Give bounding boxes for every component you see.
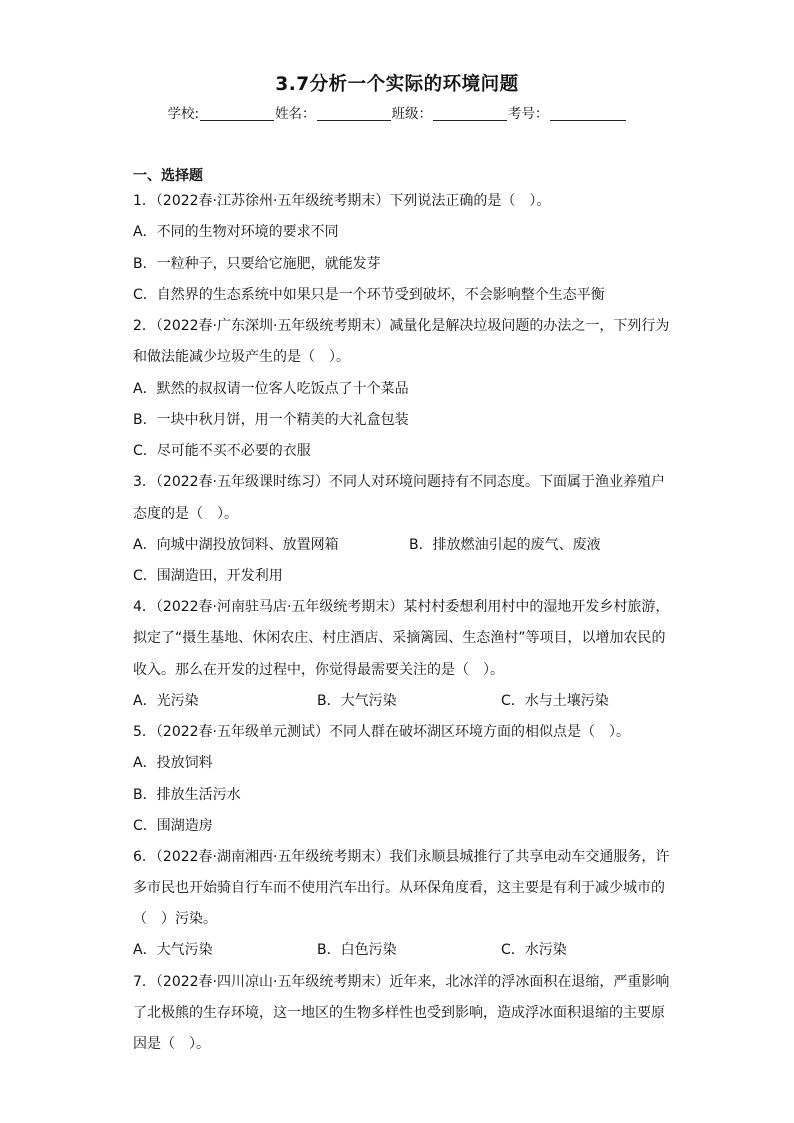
question-3-option-c[interactable]: C．围湖造田，开发利用: [133, 568, 283, 584]
name-blank[interactable]: [317, 106, 391, 121]
question-6-option-a[interactable]: A．大气污染: [133, 942, 213, 958]
class-label: 班级：: [391, 106, 433, 122]
question-5-line-1: 5．（2022春·五年级单元测试）不同人群在破坏湖区环境方面的相似点是（ ）。: [133, 724, 630, 740]
question-3-line-2: 态度的是（ ）。: [133, 506, 238, 522]
question-6-line-2: 多市民也开始骑自行车而不使用汽车出行。从环保角度看，这主要是有利于减少城市的: [133, 880, 665, 896]
question-2-line-2: 和做法能减少垃圾产生的是（ ）。: [133, 349, 350, 365]
question-5-option-c[interactable]: C．围湖造房: [133, 818, 213, 834]
exam-number-blank[interactable]: [550, 106, 626, 121]
question-3-option-b[interactable]: B．排放燃油引起的废气、废液: [409, 537, 601, 553]
question-2-option-b[interactable]: B．一块中秋月饼，用一个精美的大礼盒包装: [133, 412, 409, 428]
question-5-option-b[interactable]: B．排放生活污水: [133, 787, 241, 803]
question-4-line-3: 收入。那么在开发的过程中，你觉得最需要关注的是（ ）。: [133, 662, 504, 678]
page-title: 3.7分析一个实际的环境问题: [275, 74, 519, 95]
name-label: 姓名：: [275, 106, 316, 122]
question-6-option-c[interactable]: C．水污染: [501, 942, 567, 958]
school-label: 学校:: [167, 106, 200, 122]
section-heading: 一、选择题: [133, 168, 203, 184]
question-6-line-1: 6．（2022春·湖南湘西·五年级统考期末）我们永顺县城推行了共享电动车交通服务，许: [133, 849, 670, 865]
question-2-option-c[interactable]: C．尽可能不买不必要的衣服: [133, 443, 311, 459]
question-7-line-2: 了北极熊的生存环境，这一地区的生物多样性也受到影响，造成浮冰面积退缩的主要原: [133, 1005, 665, 1021]
exam-number-label: 考号：: [508, 106, 549, 122]
question-1-line-1: 1．（2022春·江苏徐州·五年级统考期末）下列说法正确的是（ ）。: [133, 193, 551, 209]
question-4-option-b[interactable]: B．大气污染: [317, 693, 397, 709]
question-2-line-1: 2．（2022春·广东深圳·五年级统考期末）减量化是解决垃圾问题的办法之一，下列行为: [133, 318, 670, 334]
question-1-option-a[interactable]: A．不同的生物对环境的要求不同: [133, 224, 339, 240]
question-4-line-2: 拟定了“摄生基地、休闲农庄、村庄酒店、采摘篱园、生态渔村”等项目，以增加农民的: [133, 630, 666, 646]
question-3-option-a[interactable]: A．向城中湖投放饲料、放置网箱: [133, 537, 339, 553]
question-7-line-3: 因是（ ）。: [133, 1036, 210, 1052]
class-blank[interactable]: [433, 106, 507, 121]
question-4-option-c[interactable]: C．水与土壤污染: [501, 693, 609, 709]
question-3-line-1: 3．（2022春·五年级课时练习）不同人对环境问题持有不同态度。下面属于渔业养殖户: [133, 474, 665, 490]
question-6-line-3: （ ）污染。: [133, 911, 217, 927]
question-7-line-1: 7．（2022春·四川凉山·五年级统考期末）近年来，北冰洋的浮冰面积在退缩，严重影响: [133, 974, 670, 990]
school-blank[interactable]: [200, 106, 274, 121]
student-info-line: [0, 102, 794, 122]
question-4-line-1: 4．（2022春·河南驻马店·五年级统考期末）某村村委想利用村中的湿地开发乡村旅游，: [133, 599, 670, 615]
question-4-option-a[interactable]: A．光污染: [133, 693, 199, 709]
question-2-option-a[interactable]: A．默然的叔叔请一位客人吃饭点了十个菜品: [133, 381, 409, 397]
question-6-option-b[interactable]: B．白色污染: [317, 942, 397, 958]
question-1-option-b[interactable]: B．一粒种子，只要给它施肥，就能发芽: [133, 256, 381, 272]
question-5-option-a[interactable]: A．投放饲料: [133, 755, 213, 771]
question-1-option-c[interactable]: C．自然界的生态系统中如果只是一个环节受到破坏，不会影响整个生态平衡: [133, 287, 605, 303]
